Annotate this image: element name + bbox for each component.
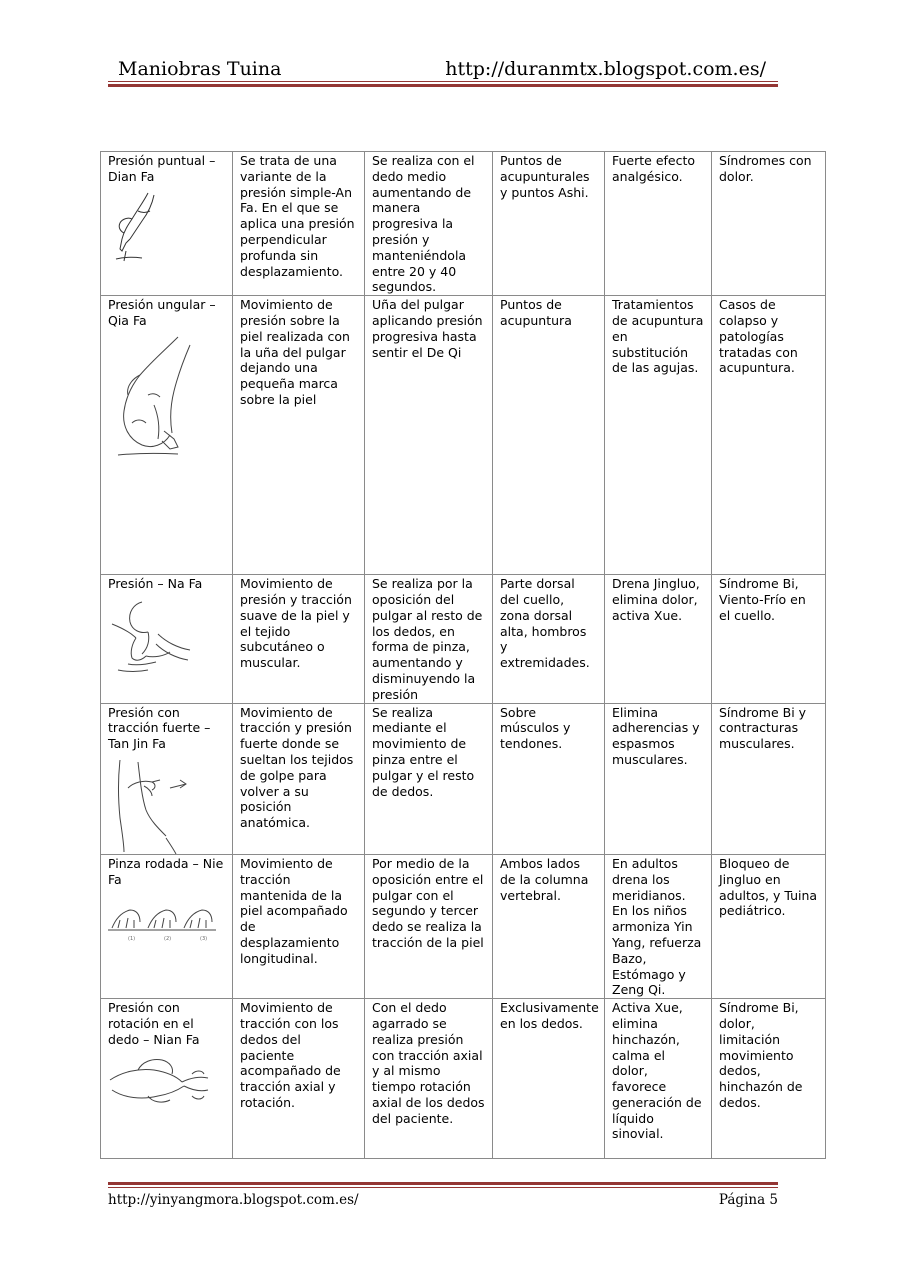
maneuver-name-cell [101, 296, 233, 575]
footer-rule-thin [108, 1187, 778, 1188]
indication-cell: Bloqueo de Jingluo en adultos, y Tuina pediátrico. [712, 854, 826, 998]
technique-cell: Por medio de la oposición entre el pulgar con el segundo y tercer dedo se realiza la tracción de la piel [365, 854, 493, 998]
svg-text:(2): (2) [164, 935, 172, 942]
page-header [108, 52, 778, 86]
technique-cell: Se realiza por la oposición del pulgar al resto de los dedos, en forma de pinza, aumentando y disminuyendo la presión [365, 575, 493, 703]
effect-cell: En adultos drena los meridianos. En los niños armoniza Yin Yang, refuerza Bazo, Estómago y Zeng Qi. [605, 854, 712, 998]
svg-text:(3): (3) [200, 935, 208, 942]
grasping-neck-illustration [108, 598, 194, 676]
header-url[interactable]: http://duranmtx.blogspot.com.es/ [445, 58, 766, 80]
maneuver-name: Presión – Na Fa [108, 576, 203, 592]
description-cell: Movimiento de tracción mantenida de la piel acompañado de desplazamiento longitudinal. [233, 854, 365, 998]
zone-cell: Ambos lados de la columna vertebral. [493, 854, 605, 998]
header-rule-thick [108, 84, 778, 87]
table-row [101, 854, 826, 998]
maneuver-name: Pinza rodada – Nie Fa [108, 855, 224, 887]
footer-rule-thick [108, 1182, 778, 1185]
effect-cell: Drena Jingluo, elimina dolor, activa Xue. [605, 575, 712, 703]
svg-text:(1): (1) [128, 935, 136, 942]
rolling-pinch-illustration [108, 894, 218, 942]
maneuver-name-cell [101, 152, 233, 296]
table-row [101, 152, 826, 296]
description-cell: Movimiento de presión sobre la piel realizada con la uña del pulgar dejando una pequeña marca sobre la piel [233, 296, 365, 575]
maneuver-name: Presión con rotación en el dedo – Nian Fa [108, 1000, 200, 1047]
maneuver-name: Presión ungular – Qia Fa [108, 297, 216, 328]
indication-cell: Síndrome Bi, Viento-Frío en el cuello. [712, 575, 826, 703]
description-cell: Movimiento de tracción con los dedos del paciente acompañado de tracción axial y rotación. [233, 999, 365, 1159]
technique-cell: Se realiza mediante el movimiento de pinza entre el pulgar y el resto de dedos. [365, 703, 493, 854]
maneuver-name: Presión con tracción fuerte – Tan Jin Fa [108, 704, 211, 752]
maneuver-name: Presión puntual – Dian Fa [108, 153, 216, 184]
indication-cell: Síndrome Bi y contracturas musculares. [712, 703, 826, 854]
effect-cell: Elimina adherencias y espasmos musculares. [605, 703, 712, 854]
thumbnail-pressing-illustration [108, 335, 198, 461]
technique-cell: Uña del pulgar aplicando presión progresiva hasta sentir el De Qi [365, 296, 493, 575]
page-footer [108, 1182, 778, 1222]
finger-rotation-illustration [108, 1054, 212, 1106]
indication-cell: Síndrome Bi, dolor, limitación movimiento dedos, hinchazón de dedos. [712, 999, 826, 1159]
effect-cell: Fuerte efecto analgésico. [605, 152, 712, 296]
effect-cell: Activa Xue, elimina hinchazón, calma el dolor, favorece generación de líquido sinovial. [605, 999, 712, 1159]
technique-cell: Se realiza con el dedo medio aumentando de manera progresiva la presión y manteniéndola entre 20 y 40 segundos. [365, 152, 493, 296]
header-rule-thin [108, 81, 778, 82]
zone-cell: Exclusivamente en los dedos. [493, 999, 605, 1159]
plucking-tendon-illustration [108, 758, 194, 854]
maneuver-name-cell [101, 999, 233, 1159]
table-row [101, 999, 826, 1159]
maneuver-name-cell [101, 854, 233, 998]
description-cell: Se trata de una variante de la presión simple-An Fa. En el que se aplica una presión perpendicular profunda sin desplazamiento. [233, 152, 365, 296]
indication-cell: Casos de colapso y patologías tratadas con acupuntura. [712, 296, 826, 575]
technique-cell: Con el dedo agarrado se realiza presión con tracción axial y al mismo tiempo rotación axial de los dedos del paciente. [365, 999, 493, 1159]
footer-url[interactable]: http://yinyangmora.blogspot.com.es/ [108, 1192, 359, 1208]
table-row [101, 703, 826, 854]
description-cell: Movimiento de tracción y presión fuerte donde se sueltan los tejidos de golpe para volver a su posición anatómica. [233, 703, 365, 854]
effect-cell: Tratamientos de acupuntura en substitución de las agujas. [605, 296, 712, 575]
finger-pressing-illustration [108, 191, 168, 267]
zone-cell: Puntos de acupunturales y puntos Ashi. [493, 152, 605, 296]
document-title: Maniobras Tuina [118, 58, 282, 80]
zone-cell: Parte dorsal del cuello, zona dorsal alta, hombros y extremidades. [493, 575, 605, 703]
maneuvers-table [100, 151, 826, 1159]
page-number: Página 5 [718, 1192, 778, 1208]
indication-cell: Síndromes con dolor. [712, 152, 826, 296]
zone-cell: Puntos de acupuntura [493, 296, 605, 575]
maneuver-name-cell [101, 703, 233, 854]
table-row [101, 575, 826, 703]
zone-cell: Sobre músculos y tendones. [493, 703, 605, 854]
maneuver-name-cell [101, 575, 233, 703]
table-row [101, 296, 826, 575]
description-cell: Movimiento de presión y tracción suave de la piel y el tejido subcutáneo o muscular. [233, 575, 365, 703]
